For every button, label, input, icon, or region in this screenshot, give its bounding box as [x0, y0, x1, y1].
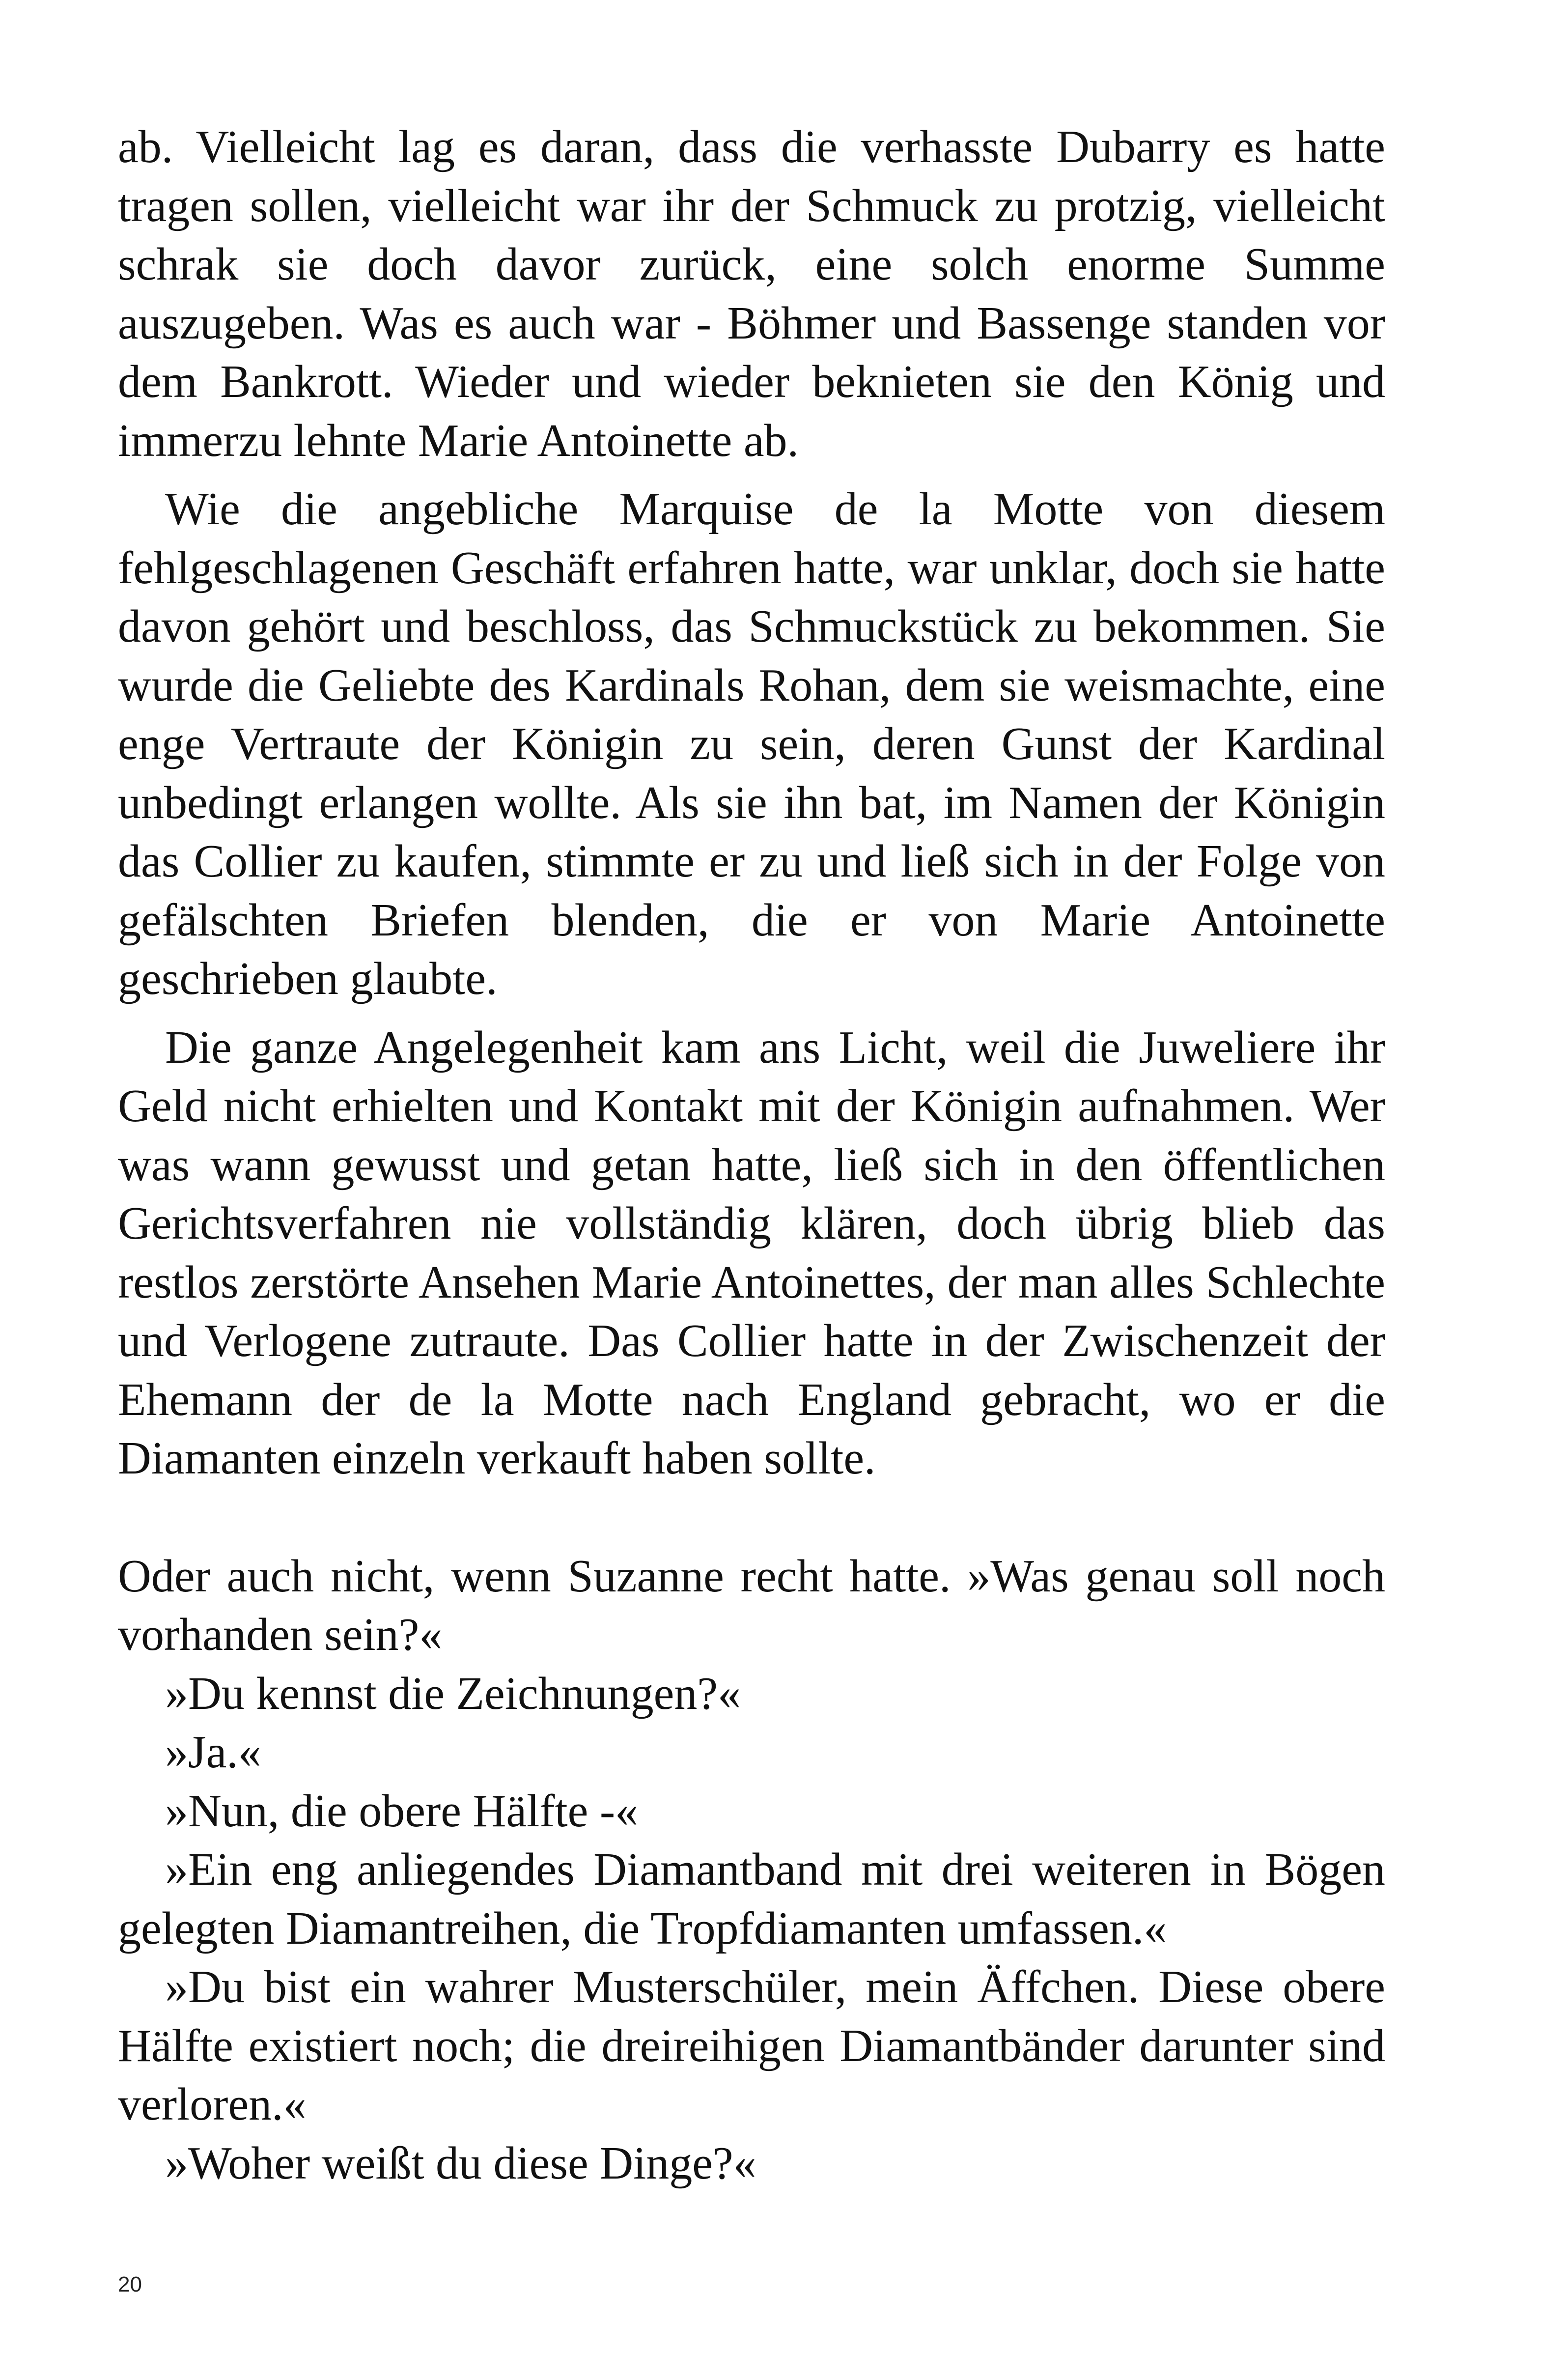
paragraph-1: ab. Vielleicht lag es daran, dass die verhasste Dubarry es hatte tragen sollen, vielleicht war ihr der Schmuck zu protzig, vielleicht schrak sie doch davor zurück, eine solch enorme Summe auszugeben. Was es auch war - Böhmer und Bassenge standen vor dem Bankrott. Wieder und wieder beknieten sie den König und immerzu lehnte Marie Antoinette ab.	[118, 121, 1385, 466]
paragraph-4: Oder auch nicht, wenn Suzanne recht hatte. »Was genau soll noch vorhanden sein?«	[118, 1550, 1385, 1660]
dialogue-line-4: »Ein eng anliegendes Diamantband mit drei weiteren in Bögen gelegten Diamantreihen, die Tropfdiamanten umfassen.«	[118, 1844, 1385, 1954]
dialogue-line-2: »Ja.«	[165, 1727, 261, 1778]
dialogue-line-5: »Du bist ein wahrer Musterschüler, mein Äffchen. Diese obere Hälfte existiert noch; die dreireihigen Diamantbänder darunter sind verloren.«	[118, 1961, 1385, 2130]
body-text	[118, 118, 1385, 2193]
paragraph-3: Die ganze Angelegenheit kam ans Licht, weil die Juweliere ihr Geld nicht erhielten und Kontakt mit der Königin aufnahmen. Wer was wann gewusst und getan hatte, ließ sich in den öffentlichen Gerichtsverfahren nie vollständig klären, doch übrig blieb das restlos zerstörte Ansehen Marie Antoinettes, der man alles Schlechte und Verlogene zutraute. Das Collier hatte in der Zwischenzeit der Ehemann der de la Motte nach England gebracht, wo er die Diamanten einzeln verkauft haben sollte.	[118, 1021, 1385, 1484]
paragraph-2: Wie die angebliche Marquise de la Motte von diesem fehlgeschlagenen Geschäft erfahren hatte, war unklar, doch sie hatte davon gehört und beschloss, das Schmuckstück zu bekommen. Sie wurde die Geliebte des Kardinals Rohan, dem sie weismachte, eine enge Vertraute der Königin zu sein, deren Gunst der Kardinal unbedingt erlangen wollte. Als sie ihn bat, im Namen der Königin das Collier zu kaufen, stimmte er zu und ließ sich in der Folge von gefälschten Briefen blenden, die er von Marie Antoinette geschrieben glaubte.	[118, 483, 1385, 1004]
dialogue-line-1: »Du kennst die Zeichnungen?«	[165, 1668, 741, 1719]
page-number: 20	[118, 2272, 142, 2296]
dialogue-line-3: »Nun, die obere Hälfte -«	[165, 1785, 639, 1837]
dialogue-line-6: »Woher weißt du diese Dinge?«	[165, 2137, 756, 2189]
